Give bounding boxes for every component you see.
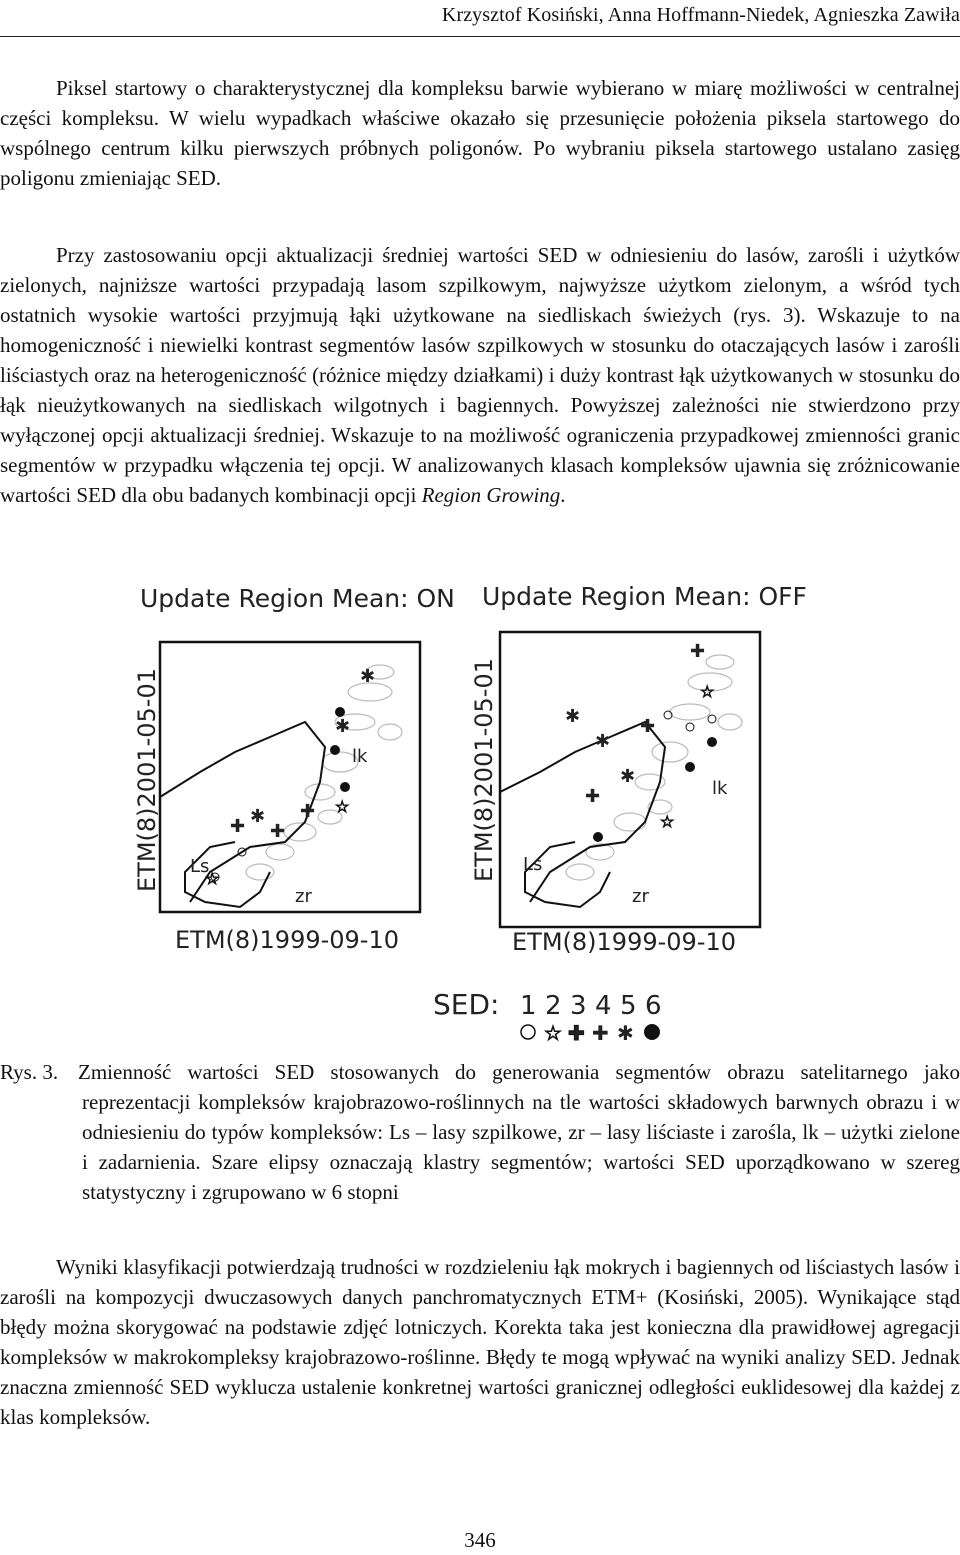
paragraph-1: Piksel startowy o charakterystycznej dla kompleksu barwie wybierano w miarę możliwości w centralnej części kompleksu. W wielu wypadkach właściwe okazało się przesunięcie położenia piksela startowego do wspólnego centrum kilku pierwszych próbnych poligonów. Po wybraniu piksela startowego ustalano zasięg poligonu zmieniając SED. (0, 76, 960, 190)
svg-text:✱: ✱ (595, 731, 611, 752)
header-rule (0, 36, 960, 37)
legend-class-3: 3 (570, 991, 587, 1021)
panel-on-points (205, 666, 375, 888)
legend-cross-open-icon: ✚ (568, 1021, 585, 1045)
svg-text:✚: ✚ (300, 801, 316, 822)
panel-off-title: Update Region Mean: OFF (482, 582, 807, 611)
svg-text:✱: ✱ (335, 716, 351, 737)
paragraph-2-tail: . (560, 483, 566, 507)
legend-class-1: 1 (520, 991, 537, 1021)
svg-text:✚: ✚ (270, 821, 286, 842)
figure-3 (0, 572, 960, 1052)
panel-on-clusters (246, 665, 402, 880)
panel-on-label-ls: Ls (190, 856, 210, 877)
running-header: Krzysztof Kosiński, Anna Hoffmann-Niedek, Agnieszka Zawiła (441, 4, 960, 26)
panel-off-x-label: ETM(8)1999-09-10 (512, 928, 737, 956)
panel-on-label-zr: zr (295, 886, 312, 907)
paragraph-2-text: Przy zastosowaniu opcji aktualizacji średniej wartości SED w odniesieniu do lasów, zarośli i użytków zielonych, najniższe wartości przypadają lasom szpilkowym, najwyższe użytkom zielonym, a wśród tych ostatnich wysokie wartości przyjmują łąki użytkowane na siedliskach świeżych (rys. 3). Wskazuje to na homogeniczność i niewielki kontrast segmentów lasów szpilkowych w stosunku do otaczających lasów i zarośli liściastych oraz na heterogeniczność (różnice między działkami) i duży kontrast łąk użytkowanych w stosunku do łąk nieużytkowanych na siedliskach wilgotnych i bagiennych. Powyższej zależności nie stwierdzono przy wyłączonej opcji aktualizacji średniej. Wskazuje to na możliwość ograniczenia przypadkowej zmienności granic segmentów w przypadku włączenia tej opcji. W analizowanych klasach kompleksów ujawnia się zróżnicowanie wartości SED dla obu badanych kombinacji opcji (0, 243, 960, 507)
page-number: 346 (464, 1528, 496, 1552)
panel-off (470, 582, 807, 956)
legend-circle-filled-icon (644, 1024, 660, 1040)
svg-text:✱: ✱ (360, 666, 376, 687)
panel-on-x-label: ETM(8)1999-09-10 (175, 926, 400, 954)
legend-class-5: 5 (620, 991, 637, 1021)
caption-text: Zmienność wartości SED stosowanych do generowania segmentów obrazu satelitarnego jako reprezentacji kompleksów krajobrazowo-roślinnych na tle wartości składowych barwnych obrazu i w odniesieniu do typów kompleksów: Ls – lasy szpilkowe, zr – lasy liściaste i zarośla, lk – użytki zielone i zadarnienia. Szare elipsy oznaczają klastry segmentów; wartości SED uporządkowano w szereg statystyczny i zgrupowano w 6 stopni (78, 1060, 960, 1204)
sed-legend (433, 988, 662, 1045)
panel-on-label-lk: lk (352, 746, 368, 767)
svg-text:✱: ✱ (250, 806, 266, 827)
legend-circle-open-icon (521, 1025, 535, 1039)
panel-off-points (565, 641, 717, 842)
legend-class-6: 6 (645, 991, 662, 1021)
svg-text:☆: ☆ (700, 682, 715, 701)
panel-on-y-label: ETM(8)2001-05-01 (133, 667, 161, 892)
legend-class-2: 2 (545, 991, 562, 1021)
figure-svg (0, 572, 960, 1052)
svg-text:☆: ☆ (660, 812, 675, 831)
panel-off-label-zr: zr (632, 886, 649, 907)
svg-text:☆: ☆ (205, 869, 220, 888)
paragraph-2 (0, 240, 960, 510)
legend-label: SED: (433, 988, 500, 1021)
legend-cross-filled-icon: ✚ (592, 1021, 609, 1045)
svg-text:✱: ✱ (565, 706, 581, 727)
svg-text:✚: ✚ (690, 641, 706, 662)
paragraph-2-italic: Region Growing (421, 483, 561, 507)
svg-text:✚: ✚ (230, 816, 246, 837)
panel-on (133, 584, 455, 954)
panel-off-label-lk: lk (712, 778, 728, 799)
paragraph-3: Wyniki klasyfikacji potwierdzają trudności w rozdzieleniu łąk mokrych i bagiennych od liściastych lasów i zarośli na kompozycji dwuczasowych danych panchromatycznych ETM+ (Kosiński, 2005). Wynikające stąd błędy można skorygować na podstawie zdjęć lotniczych. Korekta taka jest konieczna dla prawidłowej agregacji kompleksów w makrokompleksy krajobrazowo-roślinne. Błędy te mogą wpływać na wyniki analizy SED. Jednak znaczna zmienność SED wyklucza ustalenie konkretnej wartości granicznej odległości euklidesowej dla każdej z klas kompleksów. (0, 1255, 960, 1429)
panel-off-y-label: ETM(8)2001-05-01 (470, 657, 498, 882)
legend-asterisk-filled-icon: ✱ (617, 1021, 634, 1045)
legend-class-4: 4 (595, 991, 612, 1021)
panel-off-label-ls: Ls (523, 854, 543, 875)
svg-text:✚: ✚ (585, 786, 601, 807)
svg-text:☆: ☆ (335, 797, 350, 816)
caption-label: Rys. 3. (0, 1060, 59, 1084)
panel-on-title: Update Region Mean: ON (140, 584, 455, 613)
svg-text:✚: ✚ (640, 716, 656, 737)
legend-star-open-icon: ☆ (544, 1021, 562, 1045)
svg-text:✱: ✱ (620, 766, 636, 787)
